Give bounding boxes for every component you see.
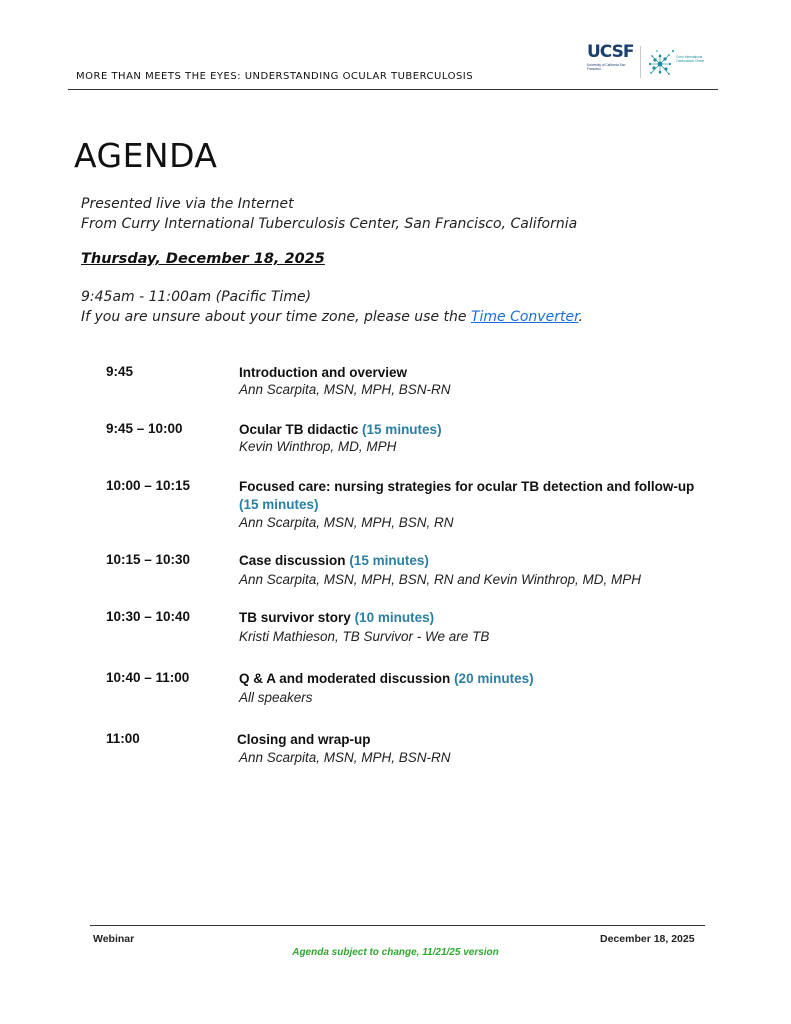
header-divider bbox=[68, 89, 718, 90]
agenda-item-duration: (20 minutes) bbox=[454, 671, 534, 686]
agenda-item-time: 10:15 – 10:30 bbox=[106, 552, 191, 567]
ucsf-logo-subtext: University of California San Francisco bbox=[587, 63, 626, 71]
agenda-item-topic bbox=[239, 609, 709, 627]
timezone-note-end: . bbox=[578, 309, 583, 325]
agenda-item-title: Q & A and moderated discussion bbox=[239, 671, 451, 686]
agenda-item-duration: (15 minutes) bbox=[239, 497, 319, 512]
agenda-item-duration: (15 minutes) bbox=[362, 422, 442, 437]
footer-date: December 18, 2025 bbox=[600, 933, 695, 945]
agenda-item-time: 10:00 – 10:15 bbox=[106, 478, 191, 493]
agenda-item-title: Closing and wrap-up bbox=[237, 732, 371, 747]
agenda-item-time: 10:30 – 10:40 bbox=[106, 609, 191, 624]
ucsf-logo-mark: UCSF bbox=[587, 42, 634, 62]
agenda-item-title: TB survivor story bbox=[239, 610, 351, 625]
intro-line-1: Presented live via the Internet bbox=[81, 196, 294, 212]
logo-divider bbox=[640, 46, 641, 78]
agenda-item-title: Ocular TB didactic bbox=[239, 422, 359, 437]
intro-line-2: From Curry International Tuberculosis Center, San Francisco, California bbox=[81, 216, 578, 232]
curry-logo-text: Curry International Tuberculosis Center bbox=[676, 55, 705, 63]
agenda-item-duration: (10 minutes) bbox=[354, 610, 435, 625]
agenda-item-topic bbox=[239, 364, 709, 382]
agenda-item-topic bbox=[239, 670, 709, 688]
agenda-item-title: Focused care: nursing strategies for ocular TB detection and follow-up bbox=[239, 479, 695, 494]
agenda-item-title: Introduction and overview bbox=[239, 365, 408, 380]
curry-center-logo bbox=[646, 47, 716, 81]
agenda-item-time: 10:40 – 11:00 bbox=[106, 670, 190, 685]
agenda-item-speaker: Ann Scarpita, MSN, MPH, BSN-RN bbox=[239, 750, 451, 765]
footer-label: Webinar bbox=[93, 933, 135, 945]
footer-version-note: Agenda subject to change, 11/21/25 version bbox=[292, 947, 499, 958]
timezone-note-text: If you are unsure about your time zone, please use the bbox=[81, 309, 471, 325]
agenda-item-duration: (15 minutes) bbox=[349, 553, 429, 568]
event-date: Thursday, December 18, 2025 bbox=[81, 251, 325, 267]
page-title: AGENDA bbox=[74, 136, 218, 175]
agenda-item-time: 11:00 bbox=[106, 731, 140, 746]
agenda-item-topic bbox=[239, 552, 709, 570]
agenda-item-title: Case discussion bbox=[239, 553, 346, 568]
agenda-item-time: 9:45 bbox=[106, 364, 134, 379]
agenda-item-speaker: Ann Scarpita, MSN, MPH, BSN, RN bbox=[239, 515, 454, 530]
agenda-item-time: 9:45 – 10:00 bbox=[106, 421, 183, 436]
agenda-item-topic bbox=[239, 421, 709, 439]
timezone-note bbox=[81, 309, 583, 325]
time-range: 9:45am - 11:00am (Pacific Time) bbox=[81, 289, 312, 305]
agenda-item-topic bbox=[239, 478, 709, 514]
time-converter-link[interactable]: Time Converter bbox=[470, 309, 579, 325]
footer-divider bbox=[90, 925, 705, 926]
agenda-item-topic bbox=[237, 731, 707, 749]
document-header-title: MORE THAN MEETS THE EYES: UNDERSTANDING OCULAR TUBERCULOSIS bbox=[76, 71, 474, 82]
curry-burst-icon bbox=[646, 47, 676, 81]
agenda-item-speaker: Kristi Mathieson, TB Survivor - We are TB bbox=[239, 629, 490, 644]
ucsf-logo bbox=[587, 42, 634, 84]
agenda-item-speaker: All speakers bbox=[239, 690, 313, 705]
agenda-item-speaker: Kevin Winthrop, MD, MPH bbox=[239, 439, 397, 454]
agenda-item-speaker: Ann Scarpita, MSN, MPH, BSN, RN and Kevin Winthrop, MD, MPH bbox=[239, 572, 642, 587]
agenda-item-speaker: Ann Scarpita, MSN, MPH, BSN-RN bbox=[239, 382, 451, 397]
